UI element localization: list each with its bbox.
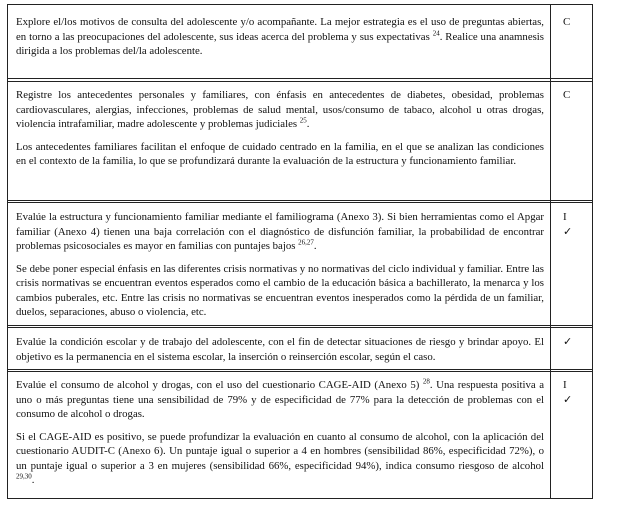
evidence-level-row-4: [563, 335, 572, 350]
evidence-level-row-3: I ✓: [563, 211, 573, 238]
paragraph: Se debe poner especial énfasis en las diferentes crisis normativas y no normativas del ciclo individual y familiar. Entre las crisis normativas se encuentran eventos esperados como el cambio de la educación básica a bachillerato, la menarca y los cambios puberales, etc. Entre las crisis no normativas se encuentran eventos inesperados como la pérdida de un familiar, duelos, separaciones, abuso o violencia, etc.: [16, 262, 544, 318]
row-divider: [8, 325, 592, 328]
check-icon: ✓: [563, 393, 573, 406]
evidence-level-row-2: C: [563, 89, 571, 101]
row-divider: [8, 369, 592, 372]
reference: 24: [432, 28, 440, 37]
paragraph: Si el CAGE-AID es positivo, se puede profundizar la evaluación en cuanto al consumo de alcohol, con la aplicación del cuestionario AUDIT-C (Anexo 6). Un puntaje igual o superior a 4 en hombres (sensibilidad 86%, especificidad 72%), o un puntaje igual o superior a 3 en mujeres (sensibilidad 66%, especificidad 94%), indica consumo riesgoso de alcohol $^{29,30}$.: [16, 430, 544, 486]
paragraph: Evalúe la estructura y funcionamiento familiar mediante el familiograma (Anexo 3). Si bien herramientas como el Apgar familiar (Anexo 4) tienen una baja correlación con el diagnóstico de disfunción familiar, la probabilidad de encontrar problemas psicosociales es mayor en familias con puntajes bajos $^{26,27}$.: [16, 211, 544, 252]
recommendation-row-3-text: [16, 210, 544, 328]
paragraph: Evalúe el consumo de alcohol y drogas, con el uso del cuestionario CAGE-AID (Anexo 5) $^{28}$. Una respuesta positiva a uno o más preguntas tiene una sensibilidad de 79% y de especificidad de 77% para la detección de problemas con el consumo de alcohol o drogas.: [16, 377, 544, 420]
recommendation-row-5-text: [16, 378, 544, 496]
check-icon: ✓: [563, 336, 573, 348]
recommendations-table: [7, 4, 593, 499]
recommendation-row-4-text: [16, 335, 544, 372]
reference: 29,30: [16, 472, 32, 481]
reference: 26,27: [298, 238, 314, 247]
recommendation-row-1-text: [16, 15, 544, 67]
reference: 28: [422, 377, 430, 386]
paragraph: Registre los antecedentes personales y familiares, con énfasis en antecedentes de diabetes, obesidad, problemas cardiovasculares, alergias, infecciones, problemas de salud mental, usos/consumo de tabaco, alcohol u otras drogas, violencia intrafamiliar, madre adolescente y problemas judiciales $^{25}$.: [16, 89, 544, 130]
paragraph: Evalúe la condición escolar y de trabajo del adolescente, con el fin de detectar situaciones de riesgo y brindar apoyo. El objetivo es la permanencia en el sistema escolar, la inserción o reinserción escolar, según el caso.: [16, 336, 544, 363]
row-divider: [8, 81, 592, 82]
check-icon: ✓: [563, 225, 573, 238]
reference: 25: [299, 116, 307, 125]
evidence-level-row-5: I ✓: [563, 379, 573, 406]
evidence-level-row-1: C: [563, 16, 571, 28]
paragraph: Explore el/los motivos de consulta del adolescente y/o acompañante. La mejor estrategia es el uso de preguntas abiertas, en torno a las preocupaciones del adolescente, sus ideas acerca del problema y sus expectativas $^{24}$. Realice una anamnesis dirigida a los problemas del/la adolescente.: [16, 16, 545, 57]
row-divider: [8, 78, 592, 79]
row-divider: [8, 200, 592, 203]
paragraph: Los antecedentes familiares facilitan el enfoque de cuidado centrado en la familia, en el que se analizan las condiciones en el contexto de la familia, lo que se profundizará durante la evaluación de la estructura y funcionamiento familiar.: [16, 140, 544, 167]
recommendation-row-2-text: [16, 88, 544, 177]
